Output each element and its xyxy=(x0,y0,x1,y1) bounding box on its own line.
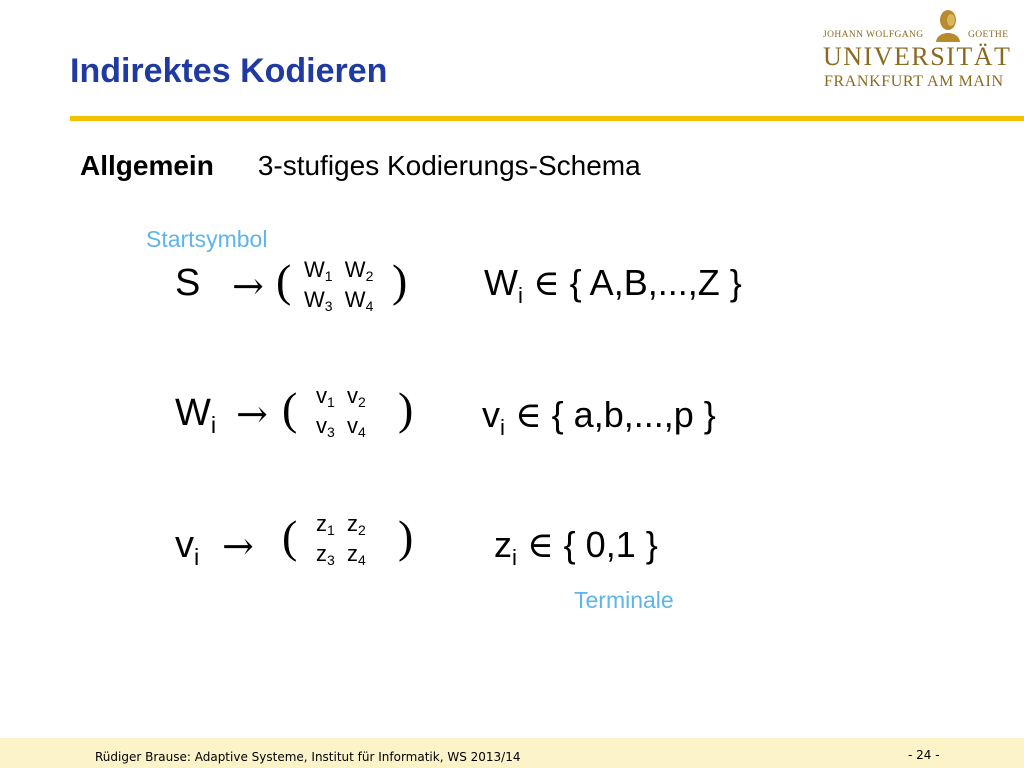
logo-top-right-text: GOETHE xyxy=(968,30,1009,40)
slide-title: Indirektes Kodieren xyxy=(70,52,388,90)
arrow-icon: → xyxy=(232,264,264,308)
university-logo xyxy=(820,8,1010,94)
heading-text: 3-stufiges Kodierungs-Schema xyxy=(257,150,641,181)
rule-set: $v_i$ ∈ { a,b,...,p } xyxy=(482,394,716,440)
rule-set: $z_i$ ∈ { 0,1 } xyxy=(494,524,658,570)
page-number: - 24 - xyxy=(908,748,940,762)
title-divider xyxy=(70,116,1024,121)
right-paren: ) xyxy=(398,383,414,434)
terminal-annotation: Terminale xyxy=(574,587,674,613)
rule-matrix: z1 z2 z3 z4 xyxy=(316,511,366,568)
right-paren: ) xyxy=(392,255,408,306)
logo-top-left-text: JOHANN WOLFGANG xyxy=(823,30,924,40)
left-paren: ( xyxy=(282,383,298,434)
rule-matrix: v1 v2 v3 v4 xyxy=(316,383,366,440)
logo-name: UNIVERSITÄT xyxy=(823,42,1012,71)
rule-lhs: S xyxy=(175,262,201,304)
left-paren: ( xyxy=(276,255,292,306)
goethe-portrait-icon xyxy=(930,8,966,42)
logo-city: FRANKFURT AM MAIN xyxy=(824,73,1004,90)
heading-label: Allgemein xyxy=(80,150,214,181)
rule-set: $W_i$ ∈ { A,B,...,Z } xyxy=(484,262,742,308)
section-heading xyxy=(80,150,641,182)
footer-text: Rüdiger Brause: Adaptive Systeme, Institut für Informatik, WS 2013/14 xyxy=(95,750,521,764)
arrow-icon: → xyxy=(222,524,254,568)
right-paren: ) xyxy=(398,511,414,562)
arrow-icon: → xyxy=(236,392,268,436)
left-paren: ( xyxy=(282,511,298,562)
rule-lhs: $v_i$ xyxy=(175,524,200,571)
rule-matrix: W1 W2 W3 W4 xyxy=(304,257,374,314)
rule-lhs: $W_i$ xyxy=(175,392,217,439)
start-symbol-annotation: Startsymbol xyxy=(146,226,268,252)
